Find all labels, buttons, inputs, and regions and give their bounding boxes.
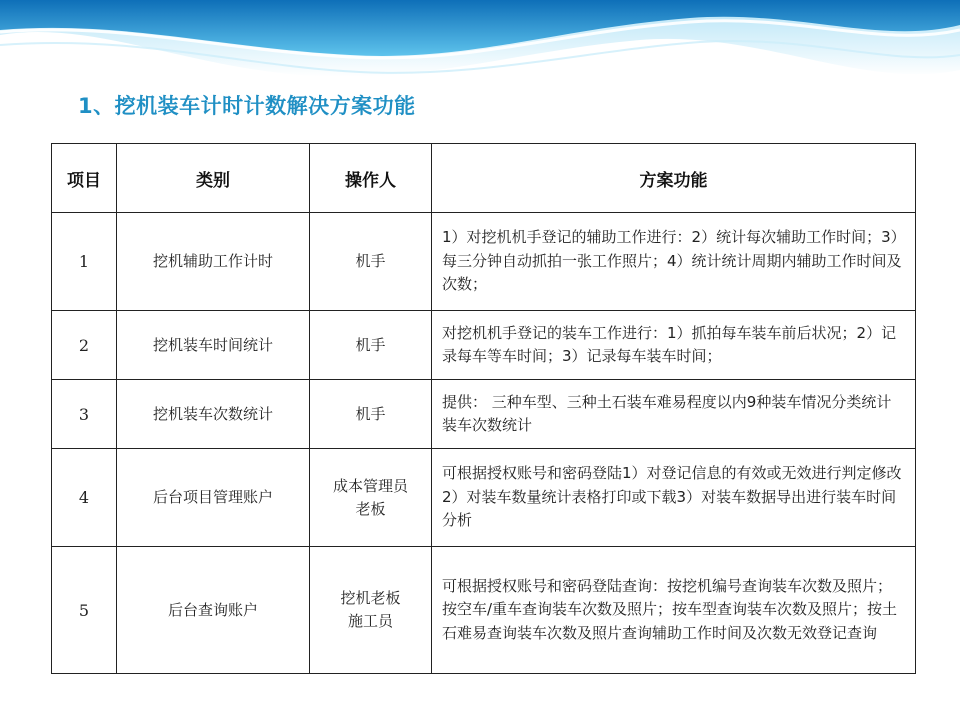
row-operator	[310, 213, 432, 311]
row-function: 提供： 三种车型、三种土石装车难易程度以内9种装车情况分类统计装车次数统计	[432, 380, 916, 449]
row-function: 可根据授权账号和密码登陆查询：按挖机编号查询装车次数及照片；按空车/重车查询装车次数及照片；按车型查询装车次数及照片；按土石难易查询装车次数及照片查询辅助工作时间及次数无效登记查询	[432, 547, 916, 674]
table-row	[52, 380, 916, 449]
header-category: 类别	[117, 144, 310, 213]
row-item-number: 1	[52, 213, 117, 311]
operator-line: 老板	[355, 499, 386, 518]
row-operator	[310, 311, 432, 380]
header-function: 方案功能	[432, 144, 916, 213]
row-category: 后台项目管理账户	[117, 449, 310, 547]
row-function: 对挖机机手登记的装车工作进行：1）抓拍每车装车前后状况；2）记录每车等车时间；3）记录每车装车时间；	[432, 311, 916, 380]
table-header-row	[52, 144, 916, 213]
row-category: 挖机装车次数统计	[117, 380, 310, 449]
solution-function-table	[51, 143, 916, 674]
operator-line: 机手	[355, 335, 386, 354]
row-operator	[310, 547, 432, 674]
row-category: 后台查询账户	[117, 547, 310, 674]
operator-line: 成本管理员	[332, 476, 408, 495]
row-item-number: 5	[52, 547, 117, 674]
row-operator	[310, 449, 432, 547]
row-category: 挖机装车时间统计	[117, 311, 310, 380]
operator-line: 机手	[355, 404, 386, 423]
header-operator: 操作人	[310, 144, 432, 213]
operator-line: 挖机老板	[340, 589, 401, 607]
table-row	[52, 547, 916, 674]
table-row	[52, 311, 916, 380]
row-operator	[310, 380, 432, 449]
table-row	[52, 213, 916, 311]
operator-line: 机手	[355, 252, 386, 270]
row-item-number: 3	[52, 380, 117, 449]
table-row	[52, 449, 916, 547]
operator-line: 施工员	[347, 612, 393, 630]
row-function: 1）对挖机机手登记的辅助工作进行：2）统计每次辅助工作时间；3）每三分钟自动抓拍一张工作照片；4）统计统计周期内辅助工作时间及次数；	[432, 213, 916, 311]
row-category: 挖机辅助工作计时	[117, 213, 310, 311]
row-function: 可根据授权账号和密码登陆1）对登记信息的有效或无效进行判定修改2）对装车数量统计表格打印或下载3）对装车数据导出进行装车时间分析	[432, 449, 916, 547]
header-item: 项目	[52, 144, 117, 213]
row-item-number: 4	[52, 449, 117, 547]
slide-title: 1、挖机装车计时计数解决方案功能	[78, 94, 416, 118]
row-item-number: 2	[52, 311, 117, 380]
